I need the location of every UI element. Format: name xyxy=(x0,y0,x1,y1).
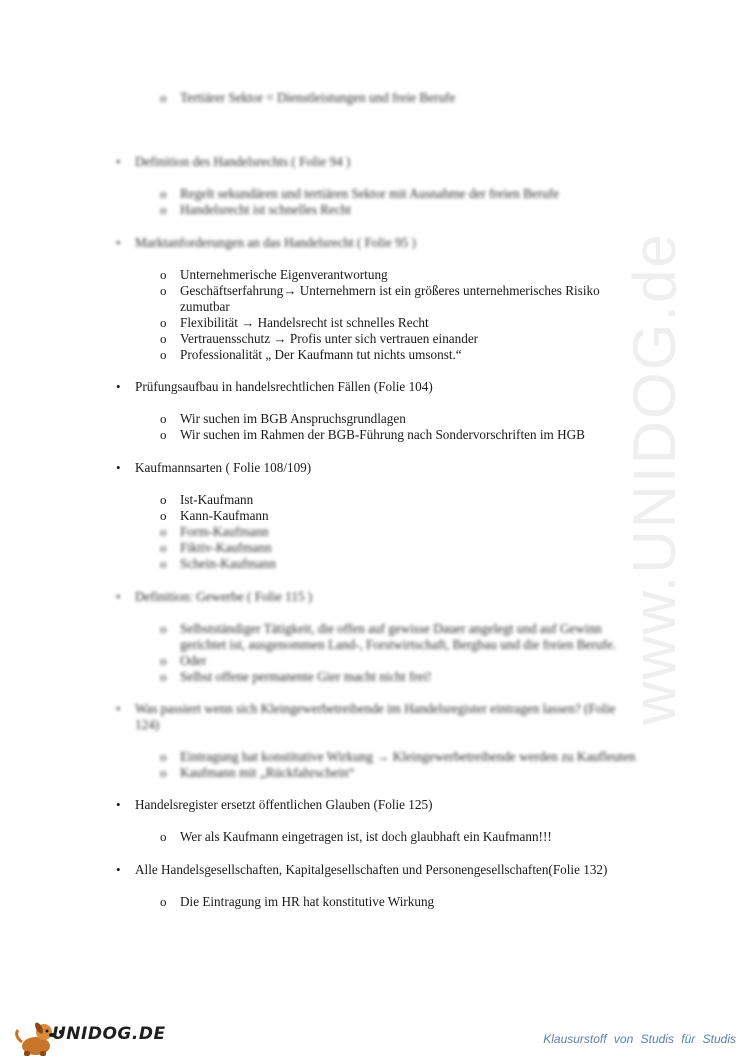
sub-bullet-icon: o xyxy=(160,829,167,844)
bullet-icon: • xyxy=(116,701,121,716)
sub-bullet-icon: o xyxy=(160,653,167,668)
sub-item: Handelsrecht ist schnelles Recht xyxy=(180,202,352,217)
sub-item: Professionalität „ Der Kaufmann tut nichts umsonst.“ xyxy=(180,347,462,362)
sub-item: Form-Kaufmann xyxy=(180,524,269,539)
sub-bullet-icon: o xyxy=(160,765,167,780)
bullet-icon: • xyxy=(116,797,121,812)
sub-bullet-icon: o xyxy=(160,894,167,909)
footer-tagline: Klausurstoff von Studis für Studis xyxy=(543,1032,736,1046)
sub-item: Tertiärer Sektor = Dienstleistungen und freie Berufe xyxy=(180,90,456,105)
sub-item: Vertrauensschutz → Profis unter sich vertrauen einander xyxy=(180,331,479,346)
logo-text: UNIDOG.DE xyxy=(52,1024,166,1044)
sub-bullet-icon: o xyxy=(160,90,167,105)
bullet-item-continuation: 124) xyxy=(135,717,160,732)
bullet-item: Kaufmannsarten ( Folie 108/109) xyxy=(135,460,312,475)
sub-bullet-icon: o xyxy=(160,411,167,426)
bullet-icon: • xyxy=(116,862,121,877)
sub-bullet-icon: o xyxy=(160,315,167,330)
sub-bullet-icon: o xyxy=(160,331,167,346)
bullet-icon: • xyxy=(116,379,121,394)
sub-item: Schein-Kaufmann xyxy=(180,556,276,571)
sub-item: Die Eintragung im HR hat konstitutive Wirkung xyxy=(180,894,435,909)
sub-bullet-icon: o xyxy=(160,347,167,362)
sub-item: Wer als Kaufmann eingetragen ist, ist doch glaubhaft ein Kaufmann!!! xyxy=(180,829,552,844)
bullet-item: Definition des Handelsrechts ( Folie 94 ) xyxy=(135,154,351,169)
sub-item: Regelt sekundären und tertiären Sektor mit Ausnahme der freien Berufe xyxy=(180,186,560,201)
sub-item: Geschäftserfahrung→ Unternehmern ist ein größeres unternehmerisches Risiko xyxy=(180,283,600,298)
sub-item: Flexibilität → Handelsrecht ist schnelles Recht xyxy=(180,315,429,330)
sub-bullet-icon: o xyxy=(160,186,167,201)
sub-bullet-icon: o xyxy=(160,427,167,442)
sub-item-continuation: zumutbar xyxy=(180,299,230,314)
bullet-item: Alle Handelsgesellschaften, Kapitalgesellschaften und Personengesellschaften(Folie 132) xyxy=(135,862,608,877)
sub-bullet-icon: o xyxy=(160,540,167,555)
bullet-icon: • xyxy=(116,460,121,475)
sub-item: Oder xyxy=(180,653,207,668)
bullet-item: Was passiert wenn sich Kleingewerbetreibende im Handelsregister eintragen lassen? (Folie xyxy=(135,701,616,716)
sub-item: Fiktiv-Kaufmann xyxy=(180,540,272,555)
sub-item: Selbstständiger Tätigkeit, die offen auf gewisse Dauer angelegt und auf Gewinn xyxy=(180,621,602,636)
sub-bullet-icon: o xyxy=(160,202,167,217)
sub-bullet-icon: o xyxy=(160,283,167,298)
watermark: www.UNIDOG.de xyxy=(621,232,688,725)
sub-bullet-icon: o xyxy=(160,669,167,684)
sub-item: Wir suchen im BGB Anspruchsgrundlagen xyxy=(180,411,406,426)
sub-item: Kann-Kaufmann xyxy=(180,508,269,523)
bullet-item: Definition: Gewerbe ( Folie 115 ) xyxy=(135,589,313,604)
sub-bullet-icon: o xyxy=(160,267,167,282)
sub-item: Eintragung hat konstitutive Wirkung → Kleingewerbetreibende werden zu Kaufleuten xyxy=(180,749,636,764)
sub-bullet-icon: o xyxy=(160,749,167,764)
sub-item: Unternehmerische Eigenverantwortung xyxy=(180,267,388,282)
bullet-icon: • xyxy=(116,235,121,250)
sub-bullet-icon: o xyxy=(160,492,167,507)
sub-bullet-icon: o xyxy=(160,524,167,539)
sub-item: Wir suchen im Rahmen der BGB-Führung nach Sondervorschriften im HGB xyxy=(180,427,585,442)
sub-bullet-icon: o xyxy=(160,621,167,636)
bullet-item: Marktanforderungen an das Handelsrecht ( Folie 95 ) xyxy=(135,235,416,250)
sub-bullet-icon: o xyxy=(160,556,167,571)
sub-item: Kaufmann mit „Rückfahrschein“ xyxy=(180,765,355,780)
sub-item-continuation: gerichtet ist, ausgenommen Land-, Forstwirtschaft, Bergbau und die freien Berufe. xyxy=(180,637,616,652)
sub-item: Ist-Kaufmann xyxy=(180,492,254,507)
sub-item: Selbst offene permanente Gier macht nicht frei! xyxy=(180,669,432,684)
bullet-item: Prüfungsaufbau in handelsrechtlichen Fällen (Folie 104) xyxy=(135,379,433,394)
bullet-item: Handelsregister ersetzt öffentlichen Glauben (Folie 125) xyxy=(135,797,433,812)
bullet-icon: • xyxy=(116,154,121,169)
bullet-icon: • xyxy=(116,589,121,604)
sub-bullet-icon: o xyxy=(160,508,167,523)
